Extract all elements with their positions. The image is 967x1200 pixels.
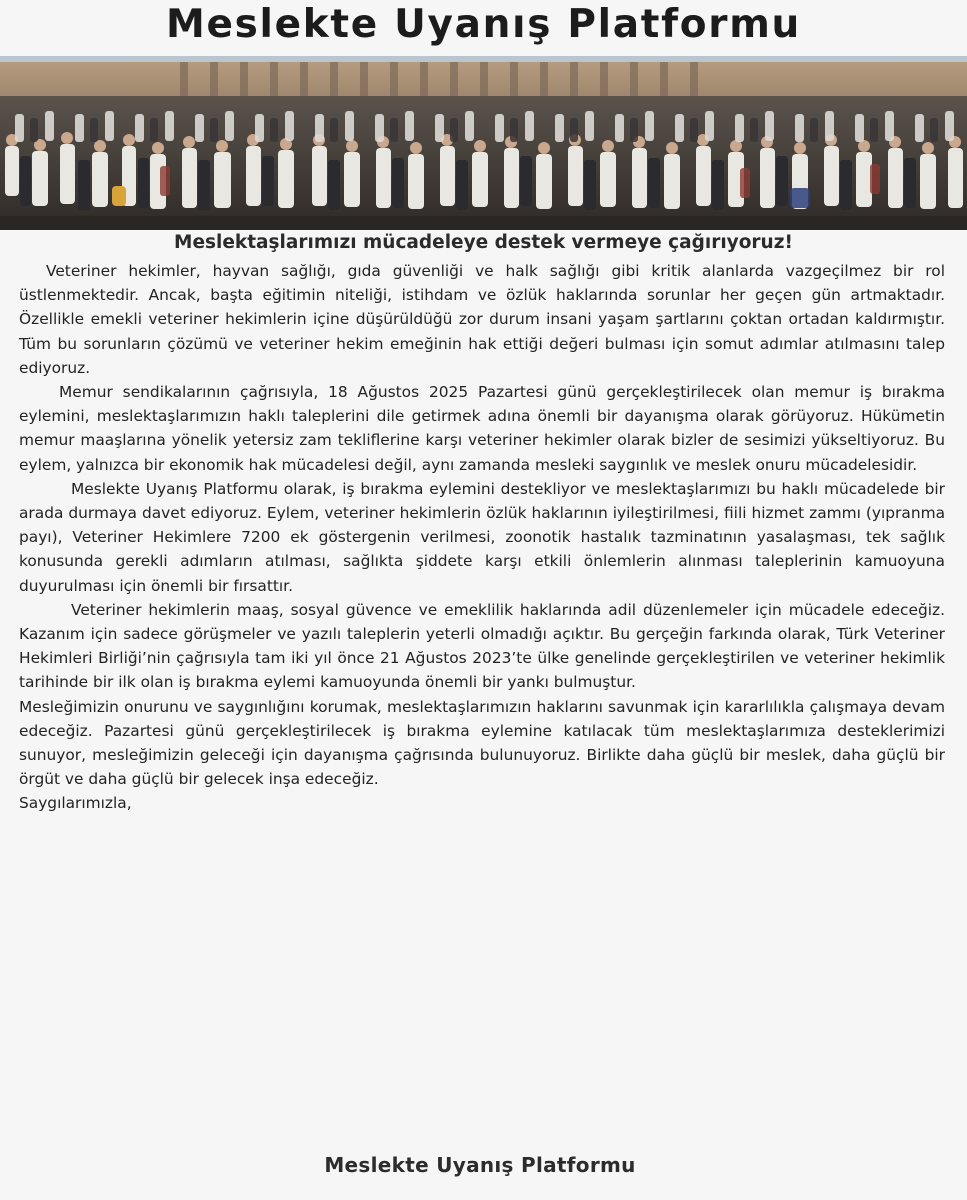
signature: Meslekte Uyanış Platformu (324, 1153, 636, 1177)
paragraph-4: Veteriner hekimlerin maaş, sosyal güvence ve emeklilik haklarında adil düzenlemeler için mücadele edeceğiz. Kazanım için sadece görüşmeler ve yazılı taleplerin yeterli olmadığı açıktır. Bu gerçeğin farkında olarak, Türk Veteriner Hekimleri Birliği’nin çağrısıyla tam iki yıl önce 21 Ağustos 2023’te ülke genelinde gerçekleştirilen ve veteriner hekimlik tarihinde bir ilk olan iş bırakma eylemi kamuoyunda önemli bir yankı bulmuştur. (19, 600, 945, 692)
statement-body (19, 259, 945, 815)
call-to-action-heading: Meslektaşlarımızı mücadeleye destek vermeye çağırıyoruz! (174, 232, 793, 253)
paragraph-5: Mesleğimizin onurunu ve saygınlığını korumak, meslektaşlarımızın haklarını savunmak için kararlılıkla çalışmaya devam edeceğiz. Pazartesi günü gerçekleştirilecek iş bırakma eylemine katılacak tüm meslektaşlarımıza desteklerimizi sunuyor, mesleğimizin geleceği için dayanışma çağrısında bulunuyoruz. Birlikte daha güçlü bir meslek, daha güçlü bir örgüt ve daha güçlü bir gelecek inşa edeceğiz. (19, 697, 945, 789)
paragraph-2: Memur sendikalarının çağrısıyla, 18 Ağustos 2025 Pazartesi günü gerçekleştirilecek olan memur iş bırakma eylemini, meslektaşlarımızın haklı taleplerini dile getirmek adına önemli bir dayanışma olarak görüyoruz. Hükümetin memur maaşlarına yönelik yetersiz zam tekliflerine karşı veteriner hekimler olarak bizler de sesimizi yükseltiyoruz. Bu eylem, yalnızca bir ekonomik hak mücadelesi değil, aynı zamanda mesleki saygınlık ve meslek onuru mücadelesidir. (19, 383, 945, 474)
crowd-photo-icon (0, 56, 967, 230)
page-title: Meslekte Uyanış Platformu (165, 2, 802, 47)
closing-salutation: Saygılarımızla, (19, 794, 132, 813)
paragraph-1: Veteriner hekimler, hayvan sağlığı, gıda güvenliği ve halk sağlığı gibi kritik alanlarda vazgeçilmez bir rol üstlenmektedir. Ancak, başta eğitimin niteliği, istihdam ve özlük haklarında sorunlar her geçen gün artmaktadır. Özellikle emekli veteriner hekimlerin içine düşürüldüğü zor durum insani yaşam şartlarını çoktan ortadan kaldırmıştır. Tüm bu sorunların çözümü ve veteriner hekim emeğinin hak ettiği değeri bulması için somut adımlar atılmasını talep ediyoruz. (19, 262, 945, 377)
paragraph-3: Meslekte Uyanış Platformu olarak, iş bırakma eylemini destekliyor ve meslektaşlarımızı bu haklı mücadelede bir arada durmaya davet ediyoruz. Eylem, veteriner hekimlerin özlük haklarının iyileştirilmesi, fiili hizmet zammı (yıpranma payı), Veteriner Hekimlere 7200 ek göstergenin verilmesi, zoonotik hastalık tazminatının yasalaşması, tek sağlık konusunda gerekli adımların atılması, sağlıkta şiddete karşı etkili önlemlerin alınması taleplerinin kamuoyuna duyurulması için önemli bir fırsattır. (19, 479, 945, 595)
crowd-photo (0, 56, 967, 230)
